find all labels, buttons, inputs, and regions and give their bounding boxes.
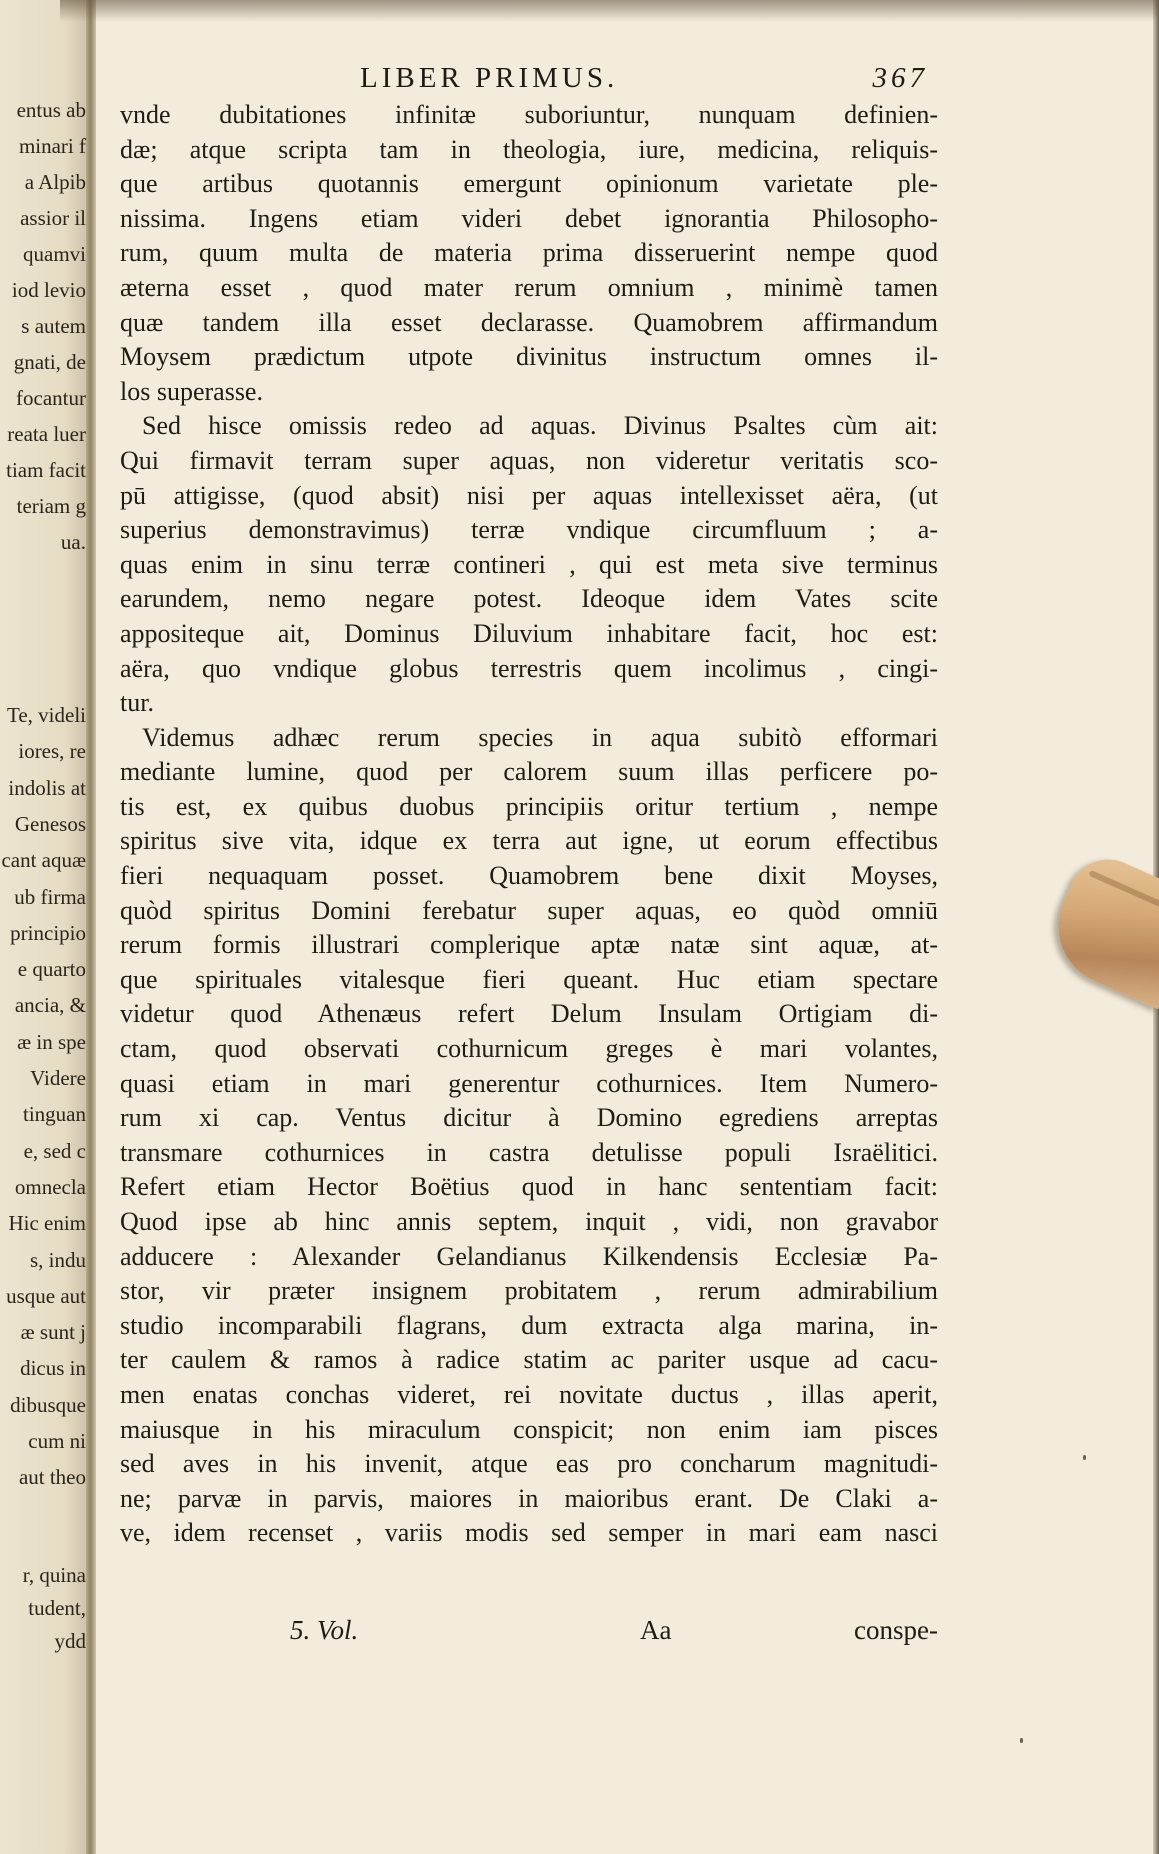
facing-page-fragment: focantur bbox=[16, 386, 86, 410]
facing-page-fragment: ydd bbox=[54, 1629, 86, 1653]
facing-page-fragment: æ in spe bbox=[17, 1029, 86, 1054]
text-line: quòd spiritus Domini ferebatur super aquas, eo quòd omniū bbox=[120, 895, 938, 925]
text-line: fieri nequaquam posset. Quamobrem bene dixit Moyses, bbox=[120, 861, 938, 891]
text-line: men enatas conchas videret, rei novitate ductus , illas aperit, bbox=[120, 1379, 938, 1409]
facing-page-fragment: Hic enim bbox=[8, 1211, 86, 1236]
text-line: ter caulem & ramos à radice statim ac pariter usque ad cacu- bbox=[120, 1345, 938, 1375]
facing-page-fragment: cant aquæ bbox=[1, 848, 86, 873]
text-line: adducere : Alexander Gelandianus Kilkendensis Ecclesiæ Pa- bbox=[120, 1241, 938, 1271]
text-line: stor, vir præter insignem probitatem , rerum admirabilium bbox=[120, 1276, 938, 1306]
facing-page-fragment: dibusque bbox=[10, 1392, 86, 1417]
facing-page-fragment: Te, videli bbox=[6, 703, 86, 727]
page-header bbox=[360, 62, 950, 102]
text-line: sed aves in his invenit, atque eas pro concharum magnitudi- bbox=[120, 1449, 938, 1479]
facing-page-fragment: entus ab bbox=[16, 98, 86, 122]
text-line: Quod ipse ab hinc annis septem, inquit , vidi, non gravabor bbox=[120, 1207, 938, 1236]
text-line: superius demonstravimus) terræ vndique circumfluum ; a- bbox=[120, 515, 938, 545]
facing-page-fragment: s, indu bbox=[29, 1247, 86, 1272]
text-line: rum, quum multa de materia prima disseruerint nempe quod bbox=[120, 238, 938, 268]
text-line: maiusque in his miraculum conspicit; non enim iam pisces bbox=[120, 1414, 938, 1444]
text-line: æterna esset , quod mater rerum omnium , minimè tamen bbox=[120, 272, 938, 302]
facing-page-fragment: minari f bbox=[18, 134, 86, 158]
text-line: Moysem prædictum utpote divinitus instructum omnes il- bbox=[120, 342, 938, 372]
facing-page-fragment: r, quina bbox=[22, 1563, 86, 1587]
text-line: aëra, quo vndique globus terrestris quem incolimus , cingi- bbox=[120, 653, 938, 683]
facing-page-fragment: ua. bbox=[60, 530, 86, 554]
text-line: Sed hisce omissis redeo ad aquas. Divinus Psaltes cùm ait: bbox=[142, 411, 938, 441]
facing-page-fragment: usque aut bbox=[6, 1283, 86, 1308]
facing-page-fragment: omnecla bbox=[14, 1174, 86, 1199]
text-line: spiritus sive vita, idque ex terra aut igne, ut eorum effectibus bbox=[120, 826, 938, 856]
page-number: 367 bbox=[872, 62, 928, 94]
facing-page-edge bbox=[0, 0, 92, 1854]
text-line: studio incomparabili flagrans, dum extracta alga marina, in- bbox=[120, 1310, 938, 1340]
text-line: pū attigisse, (quod absit) nisi per aquas intellexisset aëra, (ut bbox=[120, 480, 938, 510]
text-line: videtur quod Athenæus refert Delum Insulam Ortigiam di- bbox=[120, 999, 938, 1029]
text-line: transmare cothurnices in castra detulisse populi Israëlitici. bbox=[120, 1137, 938, 1167]
text-line: ve, idem recenset , variis modis sed semper in mari eam nasci bbox=[120, 1518, 938, 1548]
facing-page-fragment: e quarto bbox=[17, 957, 86, 982]
running-title: LIBER PRIMUS. bbox=[360, 62, 619, 94]
text-line: quæ tandem illa esset declarasse. Quamobrem affirmandum bbox=[120, 307, 938, 337]
facing-page-fragment: iod levio bbox=[11, 278, 86, 302]
page-footer bbox=[120, 1615, 938, 1651]
facing-page-fragment: indolis at bbox=[8, 775, 86, 800]
paper-speck bbox=[1020, 1738, 1023, 1743]
text-line: Refert etiam Hector Boëtius quod in hanc sententiam facit: bbox=[120, 1172, 938, 1202]
catchword: conspe- bbox=[854, 1615, 938, 1645]
signature-mark: Aa bbox=[640, 1615, 672, 1645]
paper-speck bbox=[1083, 1455, 1086, 1460]
text-line: Videmus adhæc rerum species in aqua subitò efformari bbox=[142, 722, 938, 752]
facing-page-fragment: gnati, de bbox=[13, 350, 86, 374]
text-line: nissima. Ingens etiam videri debet ignorantia Philosopho- bbox=[120, 203, 938, 233]
facing-page-fragment: reata luer bbox=[7, 422, 86, 446]
text-line: appositeque ait, Dominus Diluvium inhabitare facit, hoc est: bbox=[120, 618, 938, 648]
facing-page-fragment: e, sed c bbox=[23, 1138, 86, 1163]
text-line: tur. bbox=[120, 688, 154, 718]
text-line: que artibus quotannis emergunt opinionum varietate ple- bbox=[120, 169, 938, 199]
facing-page-fragment: principio bbox=[10, 920, 86, 945]
text-line: rerum formis illustrari complerique aptæ natæ sint aquæ, at- bbox=[120, 930, 938, 960]
text-line: earundem, nemo negare potest. Ideoque idem Vates scite bbox=[120, 584, 938, 614]
text-line: dæ; atque scripta tam in theologia, iure, medicina, reliquis- bbox=[120, 134, 938, 164]
text-line: ctam, quod observati cothurnicum greges è mari volantes, bbox=[120, 1034, 938, 1064]
facing-page-fragment: a Alpib bbox=[24, 170, 86, 194]
facing-page-fragment: tudent, bbox=[28, 1596, 86, 1620]
body-text bbox=[120, 98, 938, 1551]
facing-page-fragment: Genesos bbox=[14, 811, 86, 836]
facing-page-fragment: s autem bbox=[21, 314, 86, 338]
facing-page-fragment: quamvi bbox=[23, 242, 86, 266]
signature-volume: 5. Vol. bbox=[290, 1615, 359, 1645]
facing-page-fragment: iores, re bbox=[18, 739, 86, 764]
top-shadow bbox=[60, 0, 1159, 22]
text-line: los superasse. bbox=[120, 376, 263, 406]
facing-page-fragment: tiam facit bbox=[6, 458, 86, 482]
facing-page-fragment: assior il bbox=[20, 206, 86, 230]
text-line: tis est, ex quibus duobus principiis oritur tertium , nempe bbox=[120, 791, 938, 821]
facing-page-fragment: ancia, & bbox=[14, 993, 86, 1018]
book-gutter bbox=[86, 0, 96, 1854]
text-line: Qui firmavit terram super aquas, non videretur veritatis sco- bbox=[120, 445, 938, 475]
facing-page-fragment: cum ni bbox=[28, 1429, 86, 1453]
facing-page-fragment: tinguan bbox=[23, 1102, 86, 1127]
facing-page-fragment: æ sunt j bbox=[20, 1320, 86, 1345]
facing-page-fragment: dicus in bbox=[20, 1356, 86, 1381]
text-line: ne; parvæ in parvis, maiores in maioribus erant. De Claki a- bbox=[120, 1483, 938, 1513]
facing-page-fragment: ub firma bbox=[14, 884, 86, 909]
facing-page-fragment: teriam g bbox=[16, 494, 86, 518]
facing-page-fragment: Videre bbox=[30, 1066, 86, 1090]
text-line: mediante lumine, quod per calorem suum illas perficere po- bbox=[120, 757, 938, 787]
text-line: vnde dubitationes infinitæ suboriuntur, nunquam definien- bbox=[120, 100, 938, 129]
text-line: que spirituales vitalesque fieri queant. Huc etiam spectare bbox=[120, 964, 938, 994]
text-line: quas enim in sinu terræ contineri , qui est meta sive terminus bbox=[120, 549, 938, 579]
facing-page-fragment: aut theo bbox=[18, 1465, 86, 1490]
text-line: quasi etiam in mari generentur cothurnices. Item Numero- bbox=[120, 1068, 938, 1098]
text-line: rum xi cap. Ventus dicitur à Domino egrediens arreptas bbox=[120, 1103, 938, 1133]
